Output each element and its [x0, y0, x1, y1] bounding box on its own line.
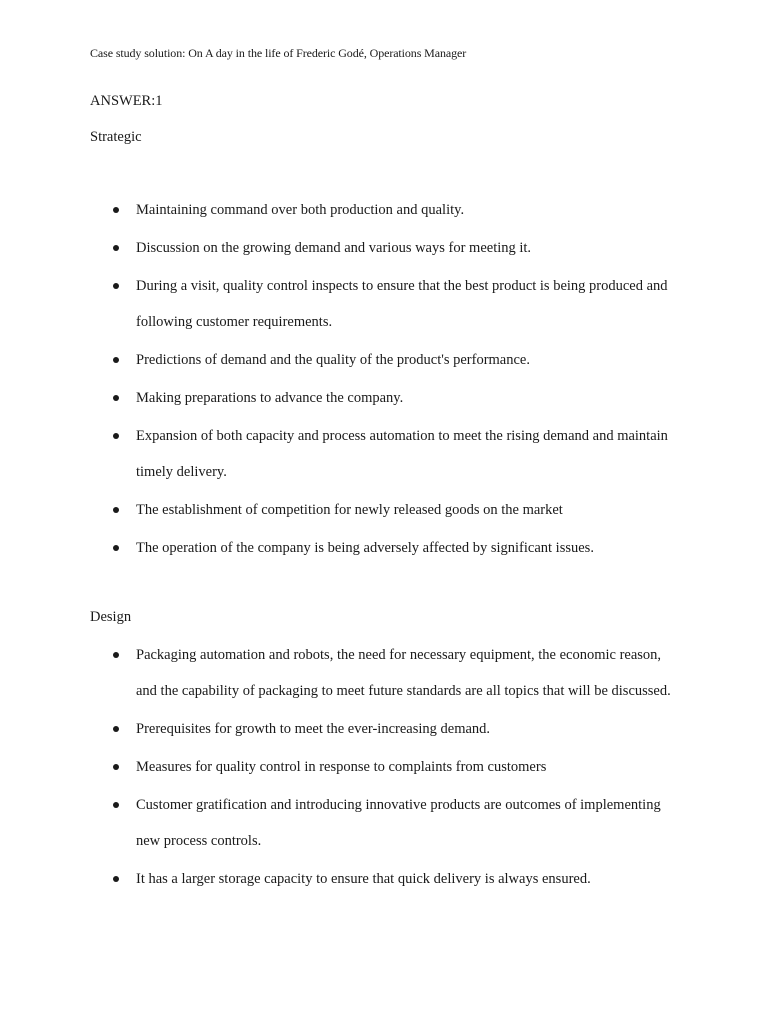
strategic-bullet-list: [0, 192, 768, 568]
bullet-icon: [113, 802, 119, 808]
list-item: [0, 861, 681, 897]
bullet-icon: [113, 433, 119, 439]
document-header: Case study solution: On A day in the life of Frederic Godé, Operations Manager: [90, 46, 467, 60]
bullet-icon: [113, 283, 119, 289]
list-item-text: Maintaining command over both production and quality.: [136, 202, 465, 218]
bullet-icon: [113, 357, 119, 363]
bullet-icon: [113, 207, 119, 213]
bullet-icon: [113, 395, 119, 401]
bullet-icon: [113, 652, 119, 658]
list-item: [0, 530, 681, 566]
list-item-text: The establishment of competition for newly released goods on the market: [136, 502, 563, 518]
bullet-icon: [113, 507, 119, 513]
bullet-icon: [113, 726, 119, 732]
list-item: [0, 342, 681, 378]
list-item: [0, 192, 681, 228]
list-item-text: Discussion on the growing demand and various ways for meeting it.: [136, 240, 532, 256]
list-item: [0, 268, 681, 340]
design-bullet-list: [0, 637, 768, 899]
list-item-text: It has a larger storage capacity to ensure that quick delivery is always ensured.: [136, 871, 591, 887]
list-item-text: Expansion of both capacity and process automation to meet the rising demand and maintain timely delivery.: [136, 428, 668, 480]
bullet-icon: [113, 545, 119, 551]
list-item-text: The operation of the company is being adversely affected by significant issues.: [136, 540, 594, 556]
list-item: [0, 711, 681, 747]
bullet-icon: [113, 764, 119, 770]
list-item: [0, 418, 681, 490]
section-title-strategic: Strategic: [90, 129, 142, 145]
list-item: [0, 380, 681, 416]
bullet-icon: [113, 876, 119, 882]
list-item-text: Making preparations to advance the company.: [136, 390, 404, 406]
section-title-design: Design: [90, 609, 132, 625]
list-item: [0, 492, 681, 528]
list-item-text: Prerequisites for growth to meet the ever-increasing demand.: [136, 721, 491, 737]
list-item: [0, 230, 681, 266]
list-item-text: Customer gratification and introducing innovative products are outcomes of implementing new process controls.: [136, 797, 661, 849]
bullet-icon: [113, 245, 119, 251]
list-item: [0, 637, 681, 709]
list-item-text: Measures for quality control in response to complaints from customers: [136, 759, 547, 775]
answer-heading: ANSWER:1: [90, 93, 163, 109]
list-item-text: Predictions of demand and the quality of the product's performance.: [136, 352, 530, 368]
list-item: [0, 787, 681, 859]
list-item: [0, 749, 681, 785]
list-item-text: During a visit, quality control inspects to ensure that the best product is being produced and following customer requirements.: [136, 278, 668, 330]
list-item-text: Packaging automation and robots, the need for necessary equipment, the economic reason, and the capability of packaging to meet future standards are all topics that will be discussed.: [136, 647, 671, 699]
